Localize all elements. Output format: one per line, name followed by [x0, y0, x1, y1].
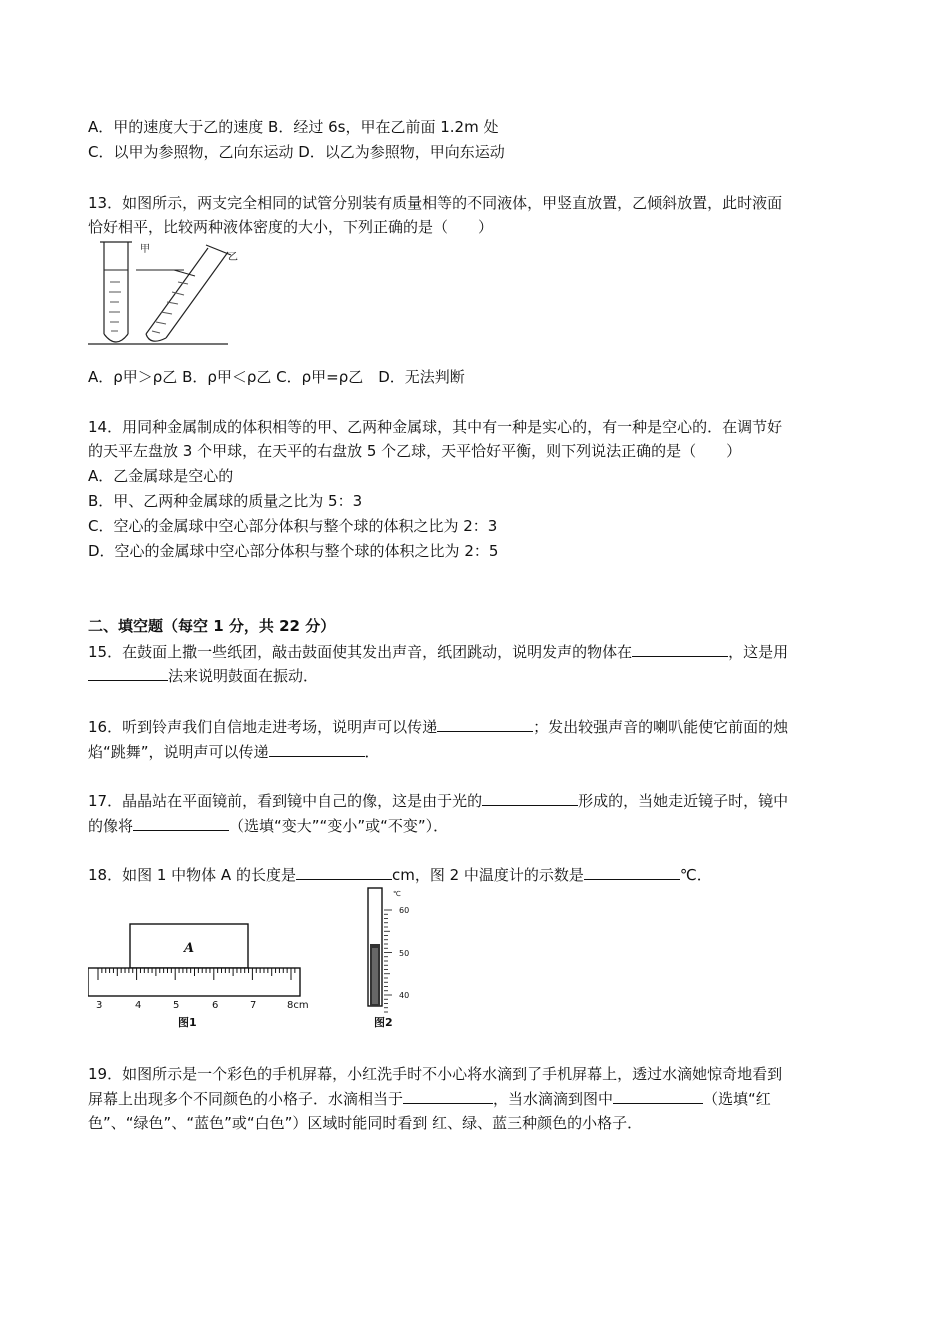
ruler-tick-label: 7 [250, 1000, 257, 1011]
q15-blank-1[interactable] [632, 640, 728, 657]
q17-line2 [88, 814, 448, 837]
q14-option-d: D．空心的金属球中空心部分体积与整个球的体积之比为 2：5 [88, 542, 499, 560]
tube-label-yi: 乙 [228, 252, 238, 263]
test-tubes-figure [88, 238, 258, 348]
q17-blank-1[interactable] [482, 789, 578, 806]
ruler-tick-label: 3 [96, 1000, 103, 1011]
slanted-test-tube [146, 245, 231, 341]
object-a-label: A [184, 941, 195, 956]
thermometer-tick-label: 40 [399, 991, 410, 1000]
figure-1-caption: 图1 [178, 1016, 197, 1029]
q18-line1 [88, 863, 712, 886]
q17-line1 [88, 789, 788, 812]
q16-blank-1[interactable] [437, 715, 533, 732]
q12-options-cd: C．以甲为参照物，乙向东运动 D．以乙为参照物，甲向东运动 [88, 143, 505, 161]
q19-line3: 色”、“绿色”、“蓝色”或“白色”）区域时能同时看到 红、绿、蓝三种颜色的小格子． [88, 1114, 643, 1132]
q16-text-2: ；发出较强声音的喇叭能使它前面的烛 [533, 718, 789, 736]
q13-options: A．ρ甲＞ρ乙 B．ρ甲＜ρ乙 C．ρ甲=ρ乙 D．无法判断 [88, 368, 465, 386]
ruler-tick-label: 5 [173, 1000, 180, 1011]
section-title: 二、填空题（每空 1 分，共 22 分） [88, 617, 336, 635]
q16-line1 [88, 715, 788, 738]
q17-text-4: （选填“变大”“变小”或“不变”）． [229, 817, 449, 835]
q15-text-2: ，这是用 [728, 643, 789, 661]
q19-blank-1[interactable] [403, 1087, 493, 1104]
ruler-tick-label: 8cm [287, 1000, 309, 1011]
q18-text-3: ℃． [679, 866, 712, 884]
tube-label-jia: 甲 [140, 244, 150, 255]
q18-text-1: 18．如图 1 中物体 A 的长度是 [88, 866, 296, 884]
q12-options-ab: A．甲的速度大于乙的速度 B．经过 6s，甲在乙前面 1.2m 处 [88, 118, 499, 136]
ruler-tick-label: 4 [135, 1000, 142, 1011]
q15-line2 [88, 664, 318, 687]
q19-text-3: （选填“红 [703, 1090, 771, 1108]
ruler-figure [88, 918, 318, 1030]
q19-line1: 19．如图所示是一个彩色的手机屏幕，小红洗手时不小心将水滴到了手机屏幕上，透过水滴她惊奇地看到 [88, 1065, 783, 1083]
q15-line1 [88, 640, 788, 663]
thermometer-ticks [384, 910, 392, 1012]
q16-line2 [88, 740, 380, 763]
q14-option-a: A．乙金属球是空心的 [88, 467, 234, 485]
q16-blank-2[interactable] [269, 740, 365, 757]
q15-text-3: 法来说明鼓面在振动． [168, 667, 319, 685]
q16-text-1: 16．听到铃声我们自信地走进考场，说明声可以传递 [88, 718, 438, 736]
q13-stem-line2: 恰好相平，比较两种液体密度的大小，下列正确的是（ ） [88, 218, 494, 236]
q14-option-c: C．空心的金属球中空心部分体积与整个球的体积之比为 2：3 [88, 517, 498, 535]
q14-stem-line2: 的天平左盘放 3 个甲球，在天平的右盘放 5 个乙球，天平恰好平衡，则下列说法正确的是（ ） [88, 442, 742, 460]
q14-option-b: B．甲、乙两种金属球的质量之比为 5：3 [88, 492, 363, 510]
figure-2-caption: 图2 [374, 1016, 393, 1029]
q16-text-4: ． [364, 743, 380, 761]
q13-stem-line1: 13．如图所示，两支完全相同的试管分别装有质量相等的不同液体，甲竖直放置，乙倾斜放置，此时液面 [88, 194, 783, 212]
q19-blank-2[interactable] [613, 1087, 703, 1104]
q19-text-2: ，当水滴滴到图中 [493, 1090, 614, 1108]
q18-blank-1[interactable] [296, 863, 392, 880]
vertical-test-tube [100, 242, 132, 342]
q15-blank-2[interactable] [88, 664, 168, 681]
q17-text-2: 形成的，当她走近镜子时，镜中 [578, 792, 789, 810]
thermometer-unit: ℃ [393, 890, 401, 898]
q15-text-1: 15．在鼓面上撒一些纸团，敲击鼓面使其发出声音，纸团跳动，说明发声的物体在 [88, 643, 633, 661]
q19-text-1: 屏幕上出现多个不同颜色的小格子．水滴相当于 [88, 1090, 404, 1108]
q17-text-3: 的像将 [88, 817, 134, 835]
thermometer-figure [360, 886, 420, 1032]
q16-text-3: 焰“跳舞”，说明声可以传递 [88, 743, 269, 761]
q18-text-2: cm，图 2 中温度计的示数是 [391, 866, 584, 884]
thermometer-tick-label: 50 [399, 949, 410, 958]
q17-text-1: 17．晶晶站在平面镜前，看到镜中自己的像，这是由于光的 [88, 792, 483, 810]
q17-blank-2[interactable] [133, 814, 229, 831]
q19-line2 [88, 1087, 771, 1110]
q14-stem-line1: 14．用同种金属制成的体积相等的甲、乙两种金属球，其中有一种是实心的，有一种是空心的．在调节好 [88, 418, 783, 436]
q18-blank-2[interactable] [584, 863, 680, 880]
ruler-tick-label: 6 [212, 1000, 219, 1011]
thermometer-tick-label: 60 [399, 906, 410, 915]
liquid-highlight [372, 948, 378, 1004]
